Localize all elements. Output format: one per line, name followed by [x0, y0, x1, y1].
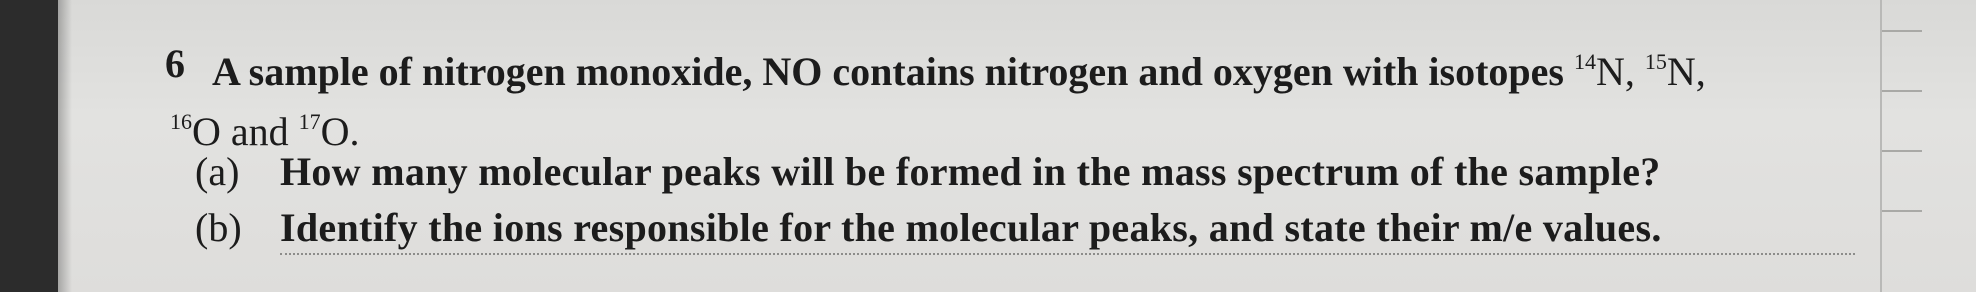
part-a-text: How many molecular peaks will be formed in the mass spectrum of the sample?	[280, 149, 1661, 194]
isotope-n15: $^{15}$N,	[1644, 49, 1706, 94]
part-a-label: (a)	[195, 149, 240, 194]
answer-dotted-line	[280, 253, 1855, 255]
and-word: and	[230, 109, 289, 154]
question-number: 6	[165, 41, 185, 86]
part-b-label: (b)	[195, 205, 242, 250]
question-intro-line	[212, 40, 1706, 94]
question-isotopes-line	[170, 100, 360, 154]
part-b	[195, 206, 1662, 250]
isotope-o16: $^{16}$O	[170, 109, 221, 154]
part-a	[195, 150, 1661, 194]
part-b-text: Identify the ions responsible for the molecular peaks, and state their m/e values.	[280, 205, 1662, 250]
isotope-n14: $^{14}$N,	[1573, 49, 1635, 94]
isotope-o17: $^{17}$O.	[298, 109, 360, 154]
question-intro: A sample of nitrogen monoxide, NO contains nitrogen and oxygen with isotopes	[212, 49, 1564, 94]
